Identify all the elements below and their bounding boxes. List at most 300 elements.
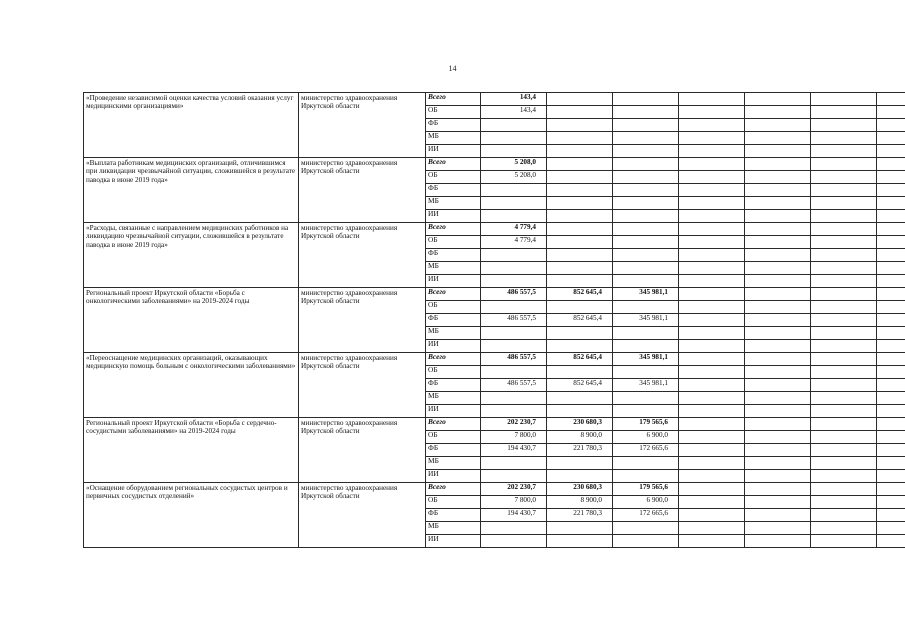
table-row (84, 158, 905, 171)
amount-cell (679, 470, 745, 483)
amount-cell (745, 119, 811, 132)
amount-cell (613, 236, 679, 249)
amount-cell (811, 457, 877, 470)
funding-source: ОБ (426, 236, 481, 249)
funding-source: ОБ (426, 431, 481, 444)
amount-cell: 5 208,0 (481, 158, 547, 171)
amount-cell (811, 210, 877, 223)
amount-cell (811, 366, 877, 379)
amount-cell (811, 158, 877, 171)
amount-cell: 7 800,0 (481, 431, 547, 444)
amount-cell (811, 522, 877, 535)
amount-cell (481, 366, 547, 379)
amount-cell (679, 431, 745, 444)
amount-cell (613, 119, 679, 132)
amount-cell (481, 119, 547, 132)
amount-cell (745, 288, 811, 301)
amount-cell (745, 392, 811, 405)
executor-name: министерство здравоохранения Иркутской области (299, 288, 426, 353)
amount-cell (613, 132, 679, 145)
amount-cell (481, 405, 547, 418)
amount-cell: 852 645,4 (547, 288, 613, 301)
amount-cell: 345 981,1 (613, 314, 679, 327)
table-row (84, 93, 905, 106)
amount-cell (877, 301, 905, 314)
amount-cell (679, 314, 745, 327)
amount-cell (877, 262, 905, 275)
amount-cell: 8 900,0 (547, 496, 613, 509)
amount-cell (547, 210, 613, 223)
amount-cell (481, 392, 547, 405)
amount-cell: 230 680,3 (547, 418, 613, 431)
funding-source: ИИ (426, 340, 481, 353)
amount-cell (613, 223, 679, 236)
amount-cell: 345 981,1 (613, 288, 679, 301)
funding-source: ИИ (426, 145, 481, 158)
amount-cell (679, 457, 745, 470)
amount-cell (679, 418, 745, 431)
amount-cell: 202 230,7 (481, 483, 547, 496)
amount-cell (679, 197, 745, 210)
funding-source: Всего (426, 223, 481, 236)
executor-name: министерство здравоохранения Иркутской области (299, 418, 426, 483)
amount-cell (613, 106, 679, 119)
amount-cell: 179 565,6 (613, 483, 679, 496)
executor-name: министерство здравоохранения Иркутской области (299, 158, 426, 223)
amount-cell (877, 340, 905, 353)
funding-source: ФБ (426, 119, 481, 132)
amount-cell (811, 197, 877, 210)
amount-cell (745, 223, 811, 236)
amount-cell (811, 431, 877, 444)
amount-cell (547, 405, 613, 418)
table-row (84, 223, 905, 236)
amount-cell (877, 509, 905, 522)
table-row (84, 353, 905, 366)
table-row (84, 288, 905, 301)
amount-cell (481, 301, 547, 314)
amount-cell (613, 249, 679, 262)
amount-cell (811, 314, 877, 327)
amount-cell: 852 645,4 (547, 353, 613, 366)
amount-cell (745, 457, 811, 470)
amount-cell (745, 158, 811, 171)
funding-source: ИИ (426, 210, 481, 223)
amount-cell (547, 106, 613, 119)
amount-cell (877, 353, 905, 366)
amount-cell (481, 184, 547, 197)
amount-cell (811, 340, 877, 353)
amount-cell (613, 340, 679, 353)
amount-cell (745, 249, 811, 262)
amount-cell: 221 780,3 (547, 444, 613, 457)
amount-cell (679, 353, 745, 366)
amount-cell (811, 184, 877, 197)
amount-cell: 7 800,0 (481, 496, 547, 509)
amount-cell (877, 392, 905, 405)
amount-cell (745, 483, 811, 496)
amount-cell (679, 275, 745, 288)
amount-cell (745, 262, 811, 275)
amount-cell (745, 171, 811, 184)
amount-cell (877, 132, 905, 145)
amount-cell (613, 457, 679, 470)
amount-cell (745, 405, 811, 418)
amount-cell (811, 509, 877, 522)
amount-cell (613, 535, 679, 548)
amount-cell (877, 379, 905, 392)
funding-source: ОБ (426, 171, 481, 184)
amount-cell (481, 522, 547, 535)
amount-cell (811, 145, 877, 158)
amount-cell (613, 522, 679, 535)
funding-source: МБ (426, 132, 481, 145)
amount-cell (877, 210, 905, 223)
amount-cell (679, 327, 745, 340)
executor-name: министерство здравоохранения Иркутской области (299, 223, 426, 288)
amount-cell (877, 327, 905, 340)
table-row (84, 483, 905, 496)
amount-cell (679, 535, 745, 548)
amount-cell (547, 249, 613, 262)
amount-cell (877, 158, 905, 171)
amount-cell: 172 665,6 (613, 444, 679, 457)
amount-cell (745, 418, 811, 431)
amount-cell (745, 236, 811, 249)
table-row (84, 418, 905, 431)
amount-cell (613, 262, 679, 275)
amount-cell (613, 366, 679, 379)
amount-cell (613, 275, 679, 288)
amount-cell (745, 379, 811, 392)
amount-cell (877, 249, 905, 262)
amount-cell (481, 132, 547, 145)
amount-cell (613, 158, 679, 171)
funding-table (83, 92, 905, 548)
amount-cell (613, 145, 679, 158)
amount-cell (877, 223, 905, 236)
amount-cell (679, 522, 745, 535)
amount-cell (811, 132, 877, 145)
amount-cell: 852 645,4 (547, 379, 613, 392)
amount-cell (481, 470, 547, 483)
amount-cell (613, 392, 679, 405)
amount-cell (811, 301, 877, 314)
amount-cell (811, 379, 877, 392)
amount-cell: 202 230,7 (481, 418, 547, 431)
amount-cell (811, 535, 877, 548)
amount-cell (811, 275, 877, 288)
amount-cell: 486 557,5 (481, 314, 547, 327)
amount-cell (877, 496, 905, 509)
amount-cell: 172 665,6 (613, 509, 679, 522)
program-title: «Переоснащение медицинских организаций, оказывающих медицинскую помощь больным с онкологическими заболеваниями» (84, 353, 299, 418)
amount-cell (811, 93, 877, 106)
amount-cell (745, 93, 811, 106)
amount-cell: 852 645,4 (547, 314, 613, 327)
funding-source: ФБ (426, 509, 481, 522)
funding-source: Всего (426, 353, 481, 366)
program-title: Региональный проект Иркутской области «Борьба с сердечно-сосудистыми заболеваниями» на 2019-2024 годы (84, 418, 299, 483)
funding-source: ФБ (426, 314, 481, 327)
funding-source: МБ (426, 392, 481, 405)
amount-cell: 143,4 (481, 106, 547, 119)
amount-cell (679, 236, 745, 249)
amount-cell (481, 275, 547, 288)
amount-cell (745, 353, 811, 366)
executor-name: министерство здравоохранения Иркутской области (299, 353, 426, 418)
amount-cell (679, 444, 745, 457)
amount-cell (679, 496, 745, 509)
amount-cell (547, 145, 613, 158)
funding-source: МБ (426, 197, 481, 210)
program-title: «Расходы, связанные с направлением медицинских работников на ликвидацию чрезвычайной ситуации, сложившейся в результате паводка в июне 2019 года» (84, 223, 299, 288)
funding-source: МБ (426, 327, 481, 340)
amount-cell (877, 275, 905, 288)
amount-cell (547, 366, 613, 379)
funding-source: Всего (426, 158, 481, 171)
amount-cell (679, 132, 745, 145)
amount-cell: 486 557,5 (481, 379, 547, 392)
amount-cell (547, 392, 613, 405)
amount-cell (811, 106, 877, 119)
amount-cell (679, 379, 745, 392)
amount-cell (679, 119, 745, 132)
amount-cell (811, 236, 877, 249)
amount-cell (679, 288, 745, 301)
amount-cell (745, 366, 811, 379)
amount-cell (745, 275, 811, 288)
amount-cell (745, 496, 811, 509)
funding-source: ФБ (426, 249, 481, 262)
amount-cell (481, 535, 547, 548)
amount-cell (745, 522, 811, 535)
funding-source: ФБ (426, 379, 481, 392)
amount-cell (745, 509, 811, 522)
amount-cell (481, 210, 547, 223)
amount-cell (877, 184, 905, 197)
funding-source: ОБ (426, 301, 481, 314)
amount-cell: 221 780,3 (547, 509, 613, 522)
program-title: «Оснащение оборудованием региональных сосудистых центров и первичных сосудистых отделений» (84, 483, 299, 548)
amount-cell (481, 457, 547, 470)
amount-cell (811, 249, 877, 262)
funding-source: ОБ (426, 366, 481, 379)
funding-source: ИИ (426, 405, 481, 418)
amount-cell (745, 470, 811, 483)
amount-cell: 230 680,3 (547, 483, 613, 496)
amount-cell (877, 431, 905, 444)
amount-cell (613, 197, 679, 210)
funding-source: ОБ (426, 106, 481, 119)
amount-cell (679, 366, 745, 379)
amount-cell (679, 106, 745, 119)
amount-cell (679, 392, 745, 405)
executor-name: министерство здравоохранения Иркутской области (299, 483, 426, 548)
amount-cell (547, 171, 613, 184)
amount-cell: 486 557,5 (481, 353, 547, 366)
amount-cell (877, 457, 905, 470)
amount-cell (547, 132, 613, 145)
amount-cell (613, 210, 679, 223)
amount-cell: 6 900,0 (613, 431, 679, 444)
amount-cell: 486 557,5 (481, 288, 547, 301)
funding-source: Всего (426, 483, 481, 496)
amount-cell (877, 119, 905, 132)
amount-cell (877, 522, 905, 535)
amount-cell (811, 496, 877, 509)
amount-cell (679, 301, 745, 314)
amount-cell (811, 405, 877, 418)
amount-cell (679, 262, 745, 275)
amount-cell (745, 314, 811, 327)
amount-cell (877, 93, 905, 106)
amount-cell (679, 483, 745, 496)
funding-source: Всего (426, 288, 481, 301)
amount-cell (679, 223, 745, 236)
amount-cell (613, 171, 679, 184)
funding-source: Всего (426, 418, 481, 431)
amount-cell (613, 405, 679, 418)
amount-cell (547, 535, 613, 548)
amount-cell (877, 535, 905, 548)
amount-cell: 4 779,4 (481, 223, 547, 236)
amount-cell (811, 119, 877, 132)
amount-cell (745, 340, 811, 353)
amount-cell (547, 93, 613, 106)
amount-cell (547, 197, 613, 210)
amount-cell: 194 430,7 (481, 509, 547, 522)
amount-cell (547, 119, 613, 132)
funding-source: ФБ (426, 444, 481, 457)
amount-cell (547, 158, 613, 171)
amount-cell (547, 470, 613, 483)
amount-cell (811, 392, 877, 405)
funding-source: МБ (426, 457, 481, 470)
amount-cell (613, 327, 679, 340)
funding-source: ИИ (426, 535, 481, 548)
amount-cell (481, 262, 547, 275)
amount-cell (745, 535, 811, 548)
amount-cell (877, 470, 905, 483)
amount-cell (877, 366, 905, 379)
amount-cell (877, 106, 905, 119)
amount-cell (481, 249, 547, 262)
amount-cell (811, 223, 877, 236)
amount-cell: 5 208,0 (481, 171, 547, 184)
amount-cell (877, 236, 905, 249)
amount-cell (745, 444, 811, 457)
amount-cell (811, 444, 877, 457)
amount-cell (877, 405, 905, 418)
amount-cell (811, 262, 877, 275)
amount-cell (547, 184, 613, 197)
amount-cell: 179 565,6 (613, 418, 679, 431)
funding-source: МБ (426, 522, 481, 535)
program-title: «Выплата работникам медицинских организаций, отличившимся при ликвидации чрезвычайной ситуации, сложившейся в результате паводка в июне 2019 года» (84, 158, 299, 223)
amount-cell: 345 981,1 (613, 353, 679, 366)
amount-cell (745, 132, 811, 145)
amount-cell (679, 405, 745, 418)
amount-cell (811, 288, 877, 301)
amount-cell (877, 197, 905, 210)
amount-cell (679, 158, 745, 171)
amount-cell (877, 418, 905, 431)
amount-cell (679, 210, 745, 223)
amount-cell (745, 106, 811, 119)
page-number: 14 (448, 64, 457, 73)
amount-cell: 143,4 (481, 93, 547, 106)
amount-cell (745, 431, 811, 444)
program-title: Региональный проект Иркутской области «Борьба с онкологическими заболеваниями» на 2019-2024 годы (84, 288, 299, 353)
amount-cell (811, 171, 877, 184)
amount-cell (547, 340, 613, 353)
amount-cell (481, 327, 547, 340)
amount-cell (679, 171, 745, 184)
amount-cell: 6 900,0 (613, 496, 679, 509)
amount-cell (745, 327, 811, 340)
amount-cell (877, 145, 905, 158)
amount-cell (745, 184, 811, 197)
amount-cell (481, 145, 547, 158)
amount-cell (679, 93, 745, 106)
amount-cell (481, 197, 547, 210)
amount-cell (679, 509, 745, 522)
funding-source: ИИ (426, 470, 481, 483)
amount-cell (679, 340, 745, 353)
amount-cell (877, 171, 905, 184)
amount-cell (613, 470, 679, 483)
amount-cell (547, 301, 613, 314)
program-title: «Проведение независимой оценки качества условий оказания услуг медицинскими организациями» (84, 93, 299, 158)
amount-cell (679, 249, 745, 262)
amount-cell (613, 184, 679, 197)
amount-cell (547, 522, 613, 535)
funding-source: Всего (426, 93, 481, 106)
amount-cell (877, 314, 905, 327)
amount-cell (547, 457, 613, 470)
funding-source: ИИ (426, 275, 481, 288)
amount-cell (745, 197, 811, 210)
amount-cell (877, 444, 905, 457)
amount-cell (547, 262, 613, 275)
amount-cell (877, 288, 905, 301)
amount-cell (811, 353, 877, 366)
amount-cell (745, 210, 811, 223)
amount-cell (679, 145, 745, 158)
amount-cell: 345 981,1 (613, 379, 679, 392)
amount-cell (745, 145, 811, 158)
amount-cell (877, 483, 905, 496)
amount-cell (679, 184, 745, 197)
amount-cell (613, 301, 679, 314)
amount-cell (613, 93, 679, 106)
amount-cell (811, 418, 877, 431)
executor-name: министерство здравоохранения Иркутской области (299, 93, 426, 158)
amount-cell (547, 236, 613, 249)
amount-cell (547, 223, 613, 236)
amount-cell: 4 779,4 (481, 236, 547, 249)
amount-cell (547, 275, 613, 288)
amount-cell: 8 900,0 (547, 431, 613, 444)
amount-cell (811, 483, 877, 496)
amount-cell (481, 340, 547, 353)
funding-source: ОБ (426, 496, 481, 509)
funding-source: ФБ (426, 184, 481, 197)
amount-cell (811, 327, 877, 340)
funding-source: МБ (426, 262, 481, 275)
amount-cell (811, 470, 877, 483)
